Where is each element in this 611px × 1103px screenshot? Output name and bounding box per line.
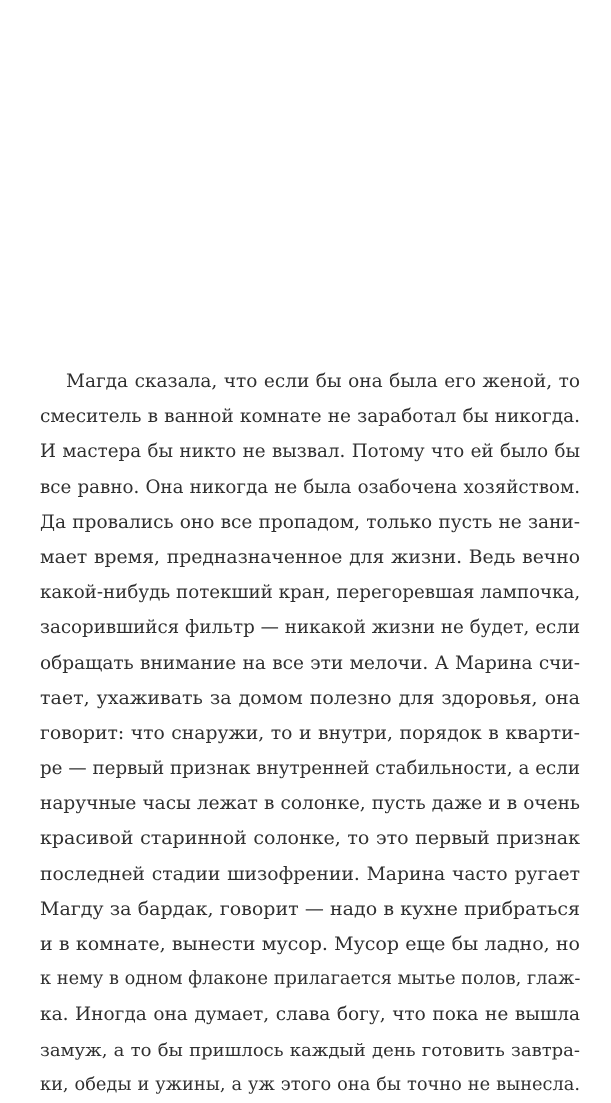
text-line: смеситель в ванной комнате не заработал бы никогда.: [40, 406, 580, 428]
text-line: и в комнате, вынести мусор. Мусор еще бы ладно, но: [40, 933, 580, 955]
body-text: [40, 364, 580, 1103]
text-line: наручные часы лежат в солонке, пусть даже и в очень: [40, 793, 580, 815]
text-line: последней стадии шизофрении. Марина часто ругает: [40, 863, 580, 885]
text-line: ре — первый признак внутренней стабильности, а если: [40, 758, 580, 780]
text-line: ка. Иногда она думает, слава богу, что пока не вышла: [40, 1004, 580, 1026]
text-line: мает время, предназначенное для жизни. Ведь вечно: [40, 546, 580, 568]
text-line: ки, обеды и ужины, а уж этого она бы точно не вынесла.: [40, 1074, 580, 1095]
text-line: все равно. Она никогда не была озабочена хозяйством.: [40, 476, 580, 498]
text-line: красивой старинной солонке, то это первый признак: [40, 827, 580, 850]
text-line: Да провались оно все пропадом, только пусть не зани-: [40, 511, 580, 533]
text-line: замуж, а то бы пришлось каждый день готовить завтра-: [40, 1039, 580, 1061]
text-line: И мастера бы никто не вызвал. Потому что ей было бы: [40, 441, 580, 463]
text-line: Магду за бардак, говорит — надо в кухне прибраться: [40, 897, 580, 920]
text-line: говорит: что снаружи, то и внутри, порядок в кварти-: [40, 722, 580, 744]
text-line: тает, ухаживать за домом полезно для здоровья, она: [40, 686, 580, 709]
text-line: Магда сказала, что если бы она была его женой, то: [66, 371, 580, 392]
text-line: засорившийся фильтр — никакой жизни не будет, если: [40, 617, 580, 639]
text-line: обращать внимание на все эти мелочи. А Марина счи-: [40, 652, 580, 674]
text-line: к нему в одном флаконе прилагается мытье полов, глаж-: [40, 969, 581, 990]
text-line: какой-нибудь потекший кран, перегоревшая лампочка,: [40, 582, 581, 604]
